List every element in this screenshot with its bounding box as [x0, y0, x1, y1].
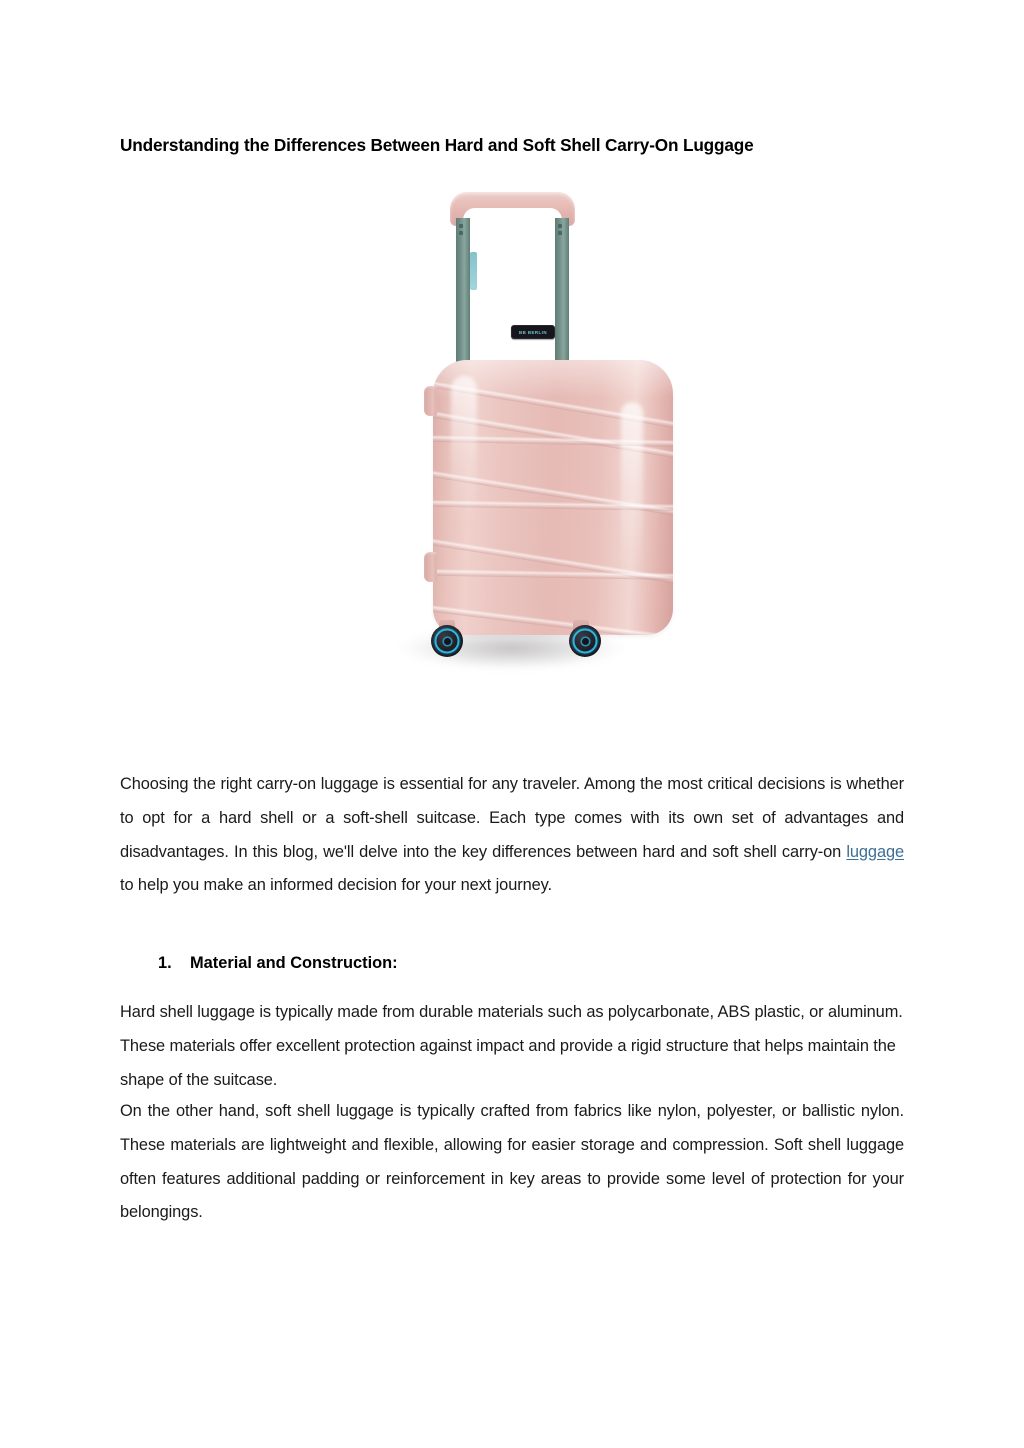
shell-gloss-right	[621, 402, 643, 587]
page-title: Understanding the Differences Between Hard and Soft Shell Carry-On Luggage	[120, 134, 754, 155]
shell-rib	[433, 600, 673, 635]
handle-accent-stripe	[470, 252, 477, 290]
hard-shell-paragraph: Hard shell luggage is typically made from durable materials such as polycarbonate, ABS plastic, or aluminum. These materials offer excellent protection against impact and provide a rigid structure that helps maintain the shape of the suitcase.	[120, 1003, 903, 1089]
spinner-wheel-left	[431, 625, 463, 657]
suitcase-shell	[433, 360, 673, 635]
section-heading-label: Material and Construction:	[190, 954, 398, 972]
side-handle-bottom	[424, 552, 437, 582]
spinner-wheel-right	[569, 625, 601, 657]
intro-text-after-link: to help you make an informed decision for your next journey.	[120, 876, 552, 895]
section-number: 1.	[158, 954, 172, 972]
soft-shell-paragraph: On the other hand, soft shell luggage is typically crafted from fabrics like nylon, polyester, or ballistic nylon. These materials are lightweight and flexible, allowing for easier storage and compression. Soft shell luggage often features additional padding or reinforcement in key areas to provide some level of protection for your belongings.	[120, 1102, 904, 1222]
telescoping-handle	[450, 192, 575, 377]
section-heading	[120, 950, 904, 976]
brand-badge-text: BB BERLIN	[519, 329, 547, 335]
handle-tube-right	[555, 218, 569, 378]
wheel-hub	[573, 629, 598, 654]
wheel-hub	[435, 629, 460, 654]
side-handle-top	[424, 386, 437, 416]
intro-text-before-link: Choosing the right carry-on luggage is essential for any traveler. Among the most critical decisions is whether to opt for a hard shell or a soft-shell suitcase. Each type comes with its own set of advantages and disadvantages. In this blog, we'll delve into the key differences between hard and soft shell carry-on	[120, 775, 904, 861]
product-image-figure	[120, 180, 904, 700]
suitcase-illustration	[357, 180, 667, 700]
intro-paragraph	[120, 768, 904, 902]
luggage-link[interactable]: luggage	[846, 842, 904, 861]
brand-badge	[511, 325, 555, 339]
handle-tube-left	[456, 218, 470, 378]
shell-gloss-left	[451, 376, 477, 526]
